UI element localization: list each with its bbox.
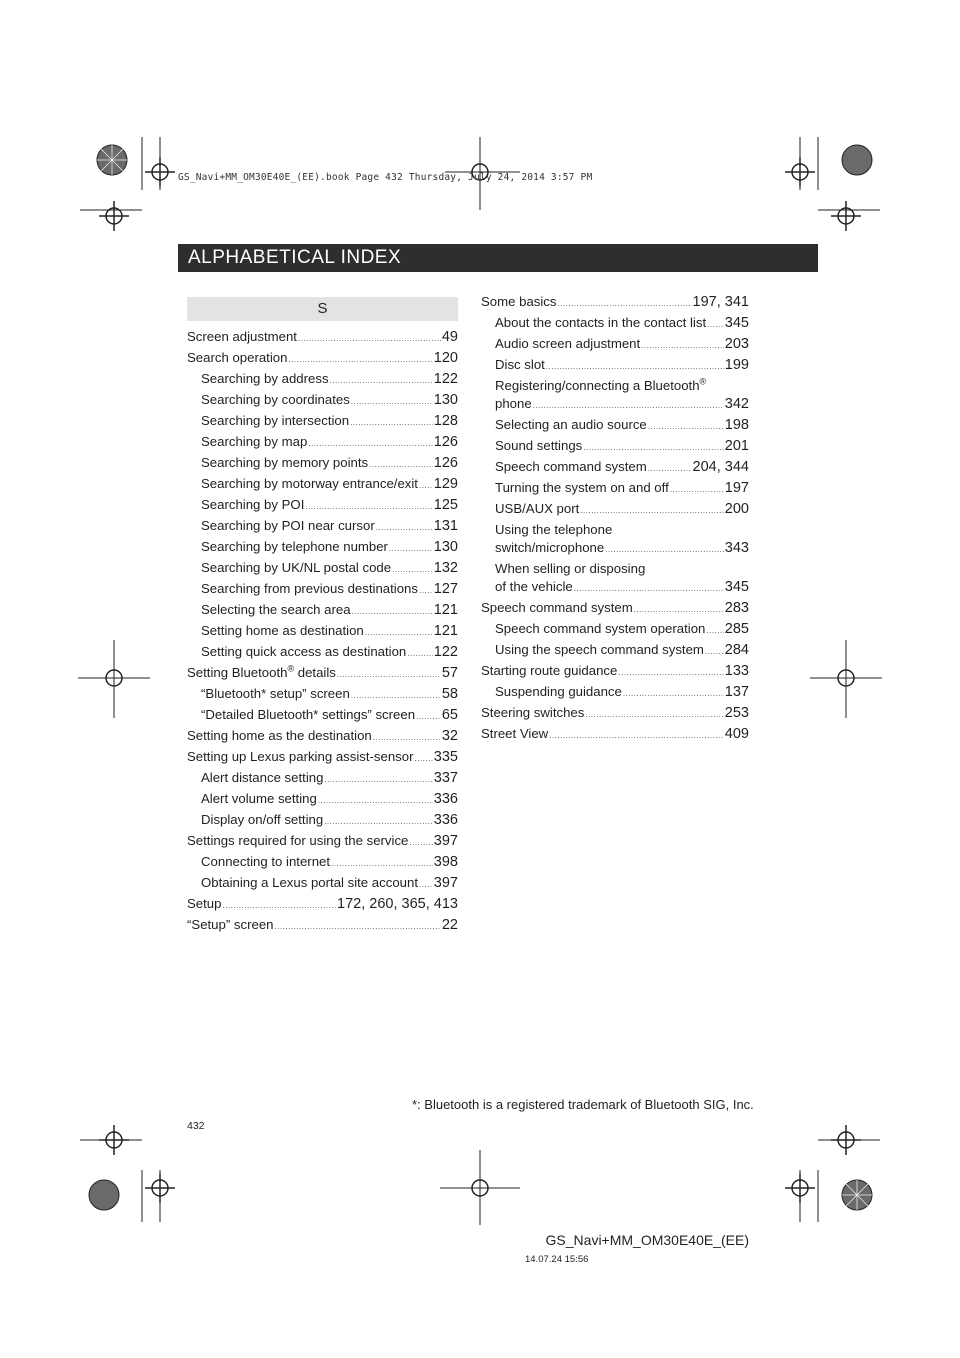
document-date: 14.07.24 15:56 — [525, 1254, 589, 1265]
index-subentry: Display on/off setting ..... 336 — [187, 812, 458, 833]
index-subentry: Searching from previous destinations ..... 127 — [187, 581, 458, 602]
index-entry: Speech command system ..... 283 — [481, 600, 749, 621]
index-entry: “Setup” screen ..... 22 — [187, 917, 458, 938]
index-subentry: “Detailed Bluetooth* settings” screen ..... 65 — [187, 707, 458, 728]
index-entry: Screen adjustment ..... 49 — [187, 329, 458, 350]
index-subentry: Searching by memory points ..... 126 — [187, 455, 458, 476]
index-subentry: When selling or disposing — [495, 561, 646, 576]
index-subentry-continuation: of the vehicle ..... 345 — [481, 579, 749, 600]
index-subentry: About the contacts in the contact list ..... 345 — [481, 315, 749, 336]
index-letter-heading: S — [187, 297, 458, 321]
index-subentry: Searching by motorway entrance/exit ..... 129 — [187, 476, 458, 497]
running-header: GS_Navi+MM_OM30E40E_(EE).book Page 432 Thursday, July 24, 2014 3:57 PM — [178, 172, 593, 183]
index-subentry: Using the telephone — [495, 522, 613, 537]
index-subentry: Searching by intersection ..... 128 — [187, 413, 458, 434]
page-number: 432 — [187, 1120, 205, 1132]
index-subentry: Speech command system operation ..... 285 — [481, 621, 749, 642]
trademark-footnote: *: Bluetooth is a registered trademark of Bluetooth SIG, Inc. — [412, 1097, 754, 1112]
index-entry: Steering switches ..... 253 — [481, 705, 749, 726]
index-subentry: Alert volume setting ..... 336 — [187, 791, 458, 812]
index-subentry: Searching by address ..... 122 — [187, 371, 458, 392]
index-subentry: Audio screen adjustment ..... 203 — [481, 336, 749, 357]
index-entry: Settings required for using the service ..... 397 — [187, 833, 458, 854]
index-entry: Starting route guidance ..... 133 — [481, 663, 749, 684]
index-subentry: Registering/connecting a Bluetooth® — [495, 376, 707, 393]
index-subentry: Speech command system ..... 204, 344 — [481, 459, 749, 480]
index-entry: Search operation ..... 120 — [187, 350, 458, 371]
index-subentry: Searching by POI near cursor ..... 131 — [187, 518, 458, 539]
index-subentry: Turning the system on and off ..... 197 — [481, 480, 749, 501]
index-entry: Setting home as the destination ..... 32 — [187, 728, 458, 749]
index-entry: Setting Bluetooth® details ..... 57 — [187, 665, 458, 686]
index-entry: Setup ..... 172, 260, 365, 413 — [187, 896, 458, 917]
index-subentry: Sound settings ..... 201 — [481, 438, 749, 459]
index-subentry-continuation: phone ..... 342 — [481, 396, 749, 417]
index-subentry-continuation: switch/microphone ..... 343 — [481, 540, 749, 561]
index-subentry: Alert distance setting ..... 337 — [187, 770, 458, 791]
index-subentry: Setting quick access as destination ..... 122 — [187, 644, 458, 665]
index-entry: Some basics ..... 197, 341 — [481, 294, 749, 315]
index-subentry: Searching by UK/NL postal code ..... 132 — [187, 560, 458, 581]
index-column-left — [187, 297, 458, 938]
index-subentry: “Bluetooth* setup” screen ..... 58 — [187, 686, 458, 707]
index-entry: Street View ..... 409 — [481, 726, 749, 747]
index-column-right — [481, 294, 749, 747]
index-subentry: Selecting the search area ..... 121 — [187, 602, 458, 623]
index-subentry: Suspending guidance ..... 137 — [481, 684, 749, 705]
index-subentry: Searching by coordinates ..... 130 — [187, 392, 458, 413]
index-subentry: Searching by map ..... 126 — [187, 434, 458, 455]
document-code: GS_Navi+MM_OM30E40E_(EE) — [545, 1232, 749, 1248]
index-subentry: Selecting an audio source ..... 198 — [481, 417, 749, 438]
index-entry: Setting up Lexus parking assist-sensor ..... 335 — [187, 749, 458, 770]
index-subentry: Obtaining a Lexus portal site account ..... 397 — [187, 875, 458, 896]
index-subentry: USB/AUX port ..... 200 — [481, 501, 749, 522]
index-subentry: Searching by POI ..... 125 — [187, 497, 458, 518]
index-subentry: Using the speech command system ..... 284 — [481, 642, 749, 663]
section-title: ALPHABETICAL INDEX — [178, 244, 818, 272]
index-subentry: Setting home as destination ..... 121 — [187, 623, 458, 644]
index-subentry: Disc slot ..... 199 — [481, 357, 749, 378]
index-subentry: Searching by telephone number ..... 130 — [187, 539, 458, 560]
index-subentry: Connecting to internet ..... 398 — [187, 854, 458, 875]
